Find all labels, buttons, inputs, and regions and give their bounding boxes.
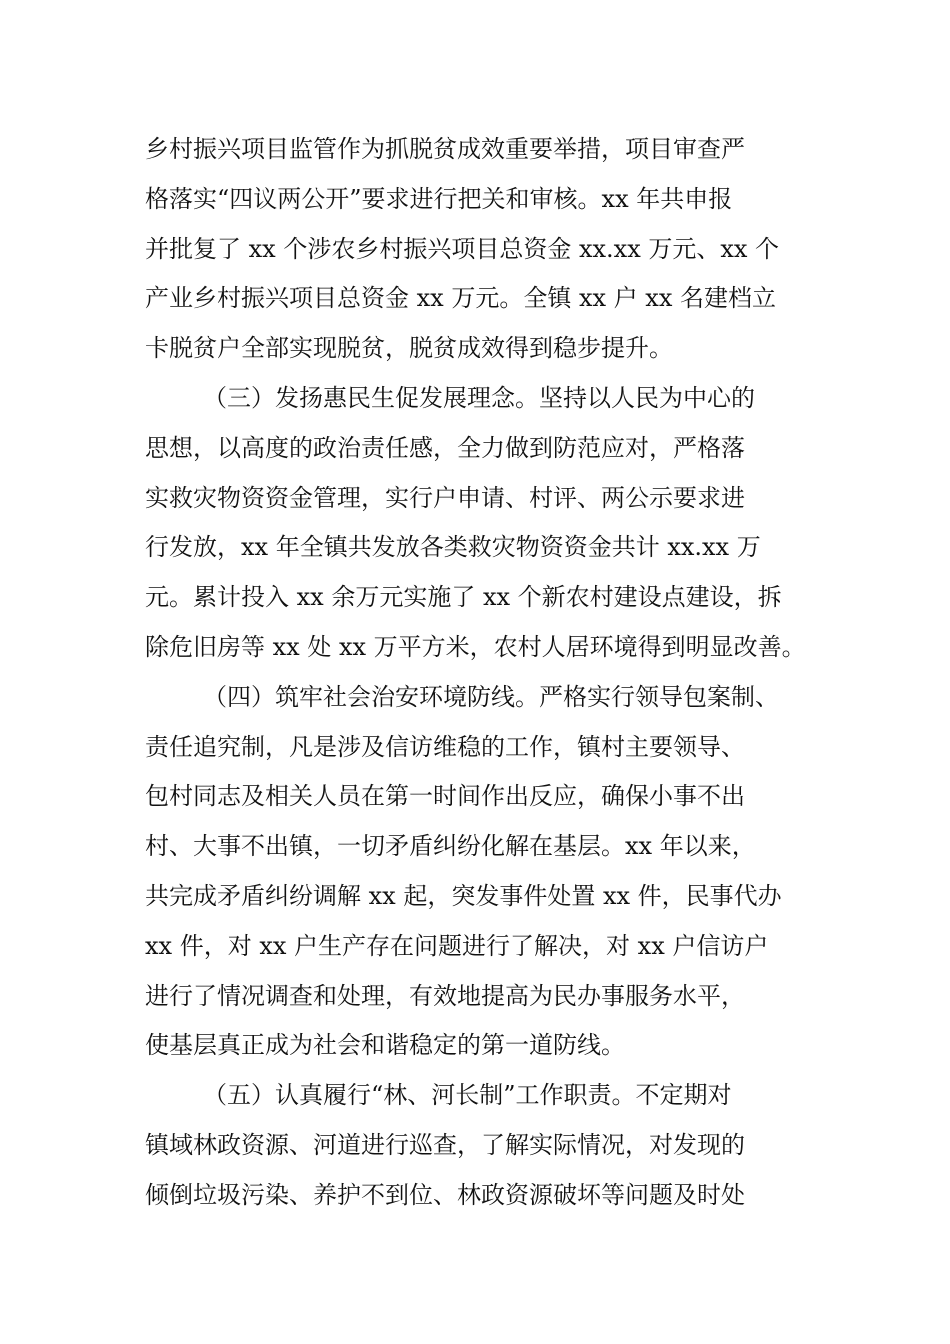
text-line: 并批复了 xx 个涉农乡村振兴项目总资金 xx.xx 万元、xx 个 xyxy=(145,234,780,263)
text-line: 村、大事不出镇，一切矛盾纠纷化解在基层。xx 年以来， xyxy=(145,832,756,861)
section-heading-4: （四）筑牢社会治安环境防线。严格实行领导包案制、 xyxy=(203,682,779,711)
text-line: 元。累计投入 xx 余万元实施了 xx 个新农村建设点建设，拆 xyxy=(145,583,782,612)
section-heading-3: （三）发扬惠民生促发展理念。坚持以人民为中心的 xyxy=(203,383,755,412)
text-line: 产业乡村振兴项目总资金 xx 万元。全镇 xx 户 xx 名建档立 xyxy=(145,284,776,313)
section-heading-5: （五）认真履行“林、河长制”工作职责。不定期对 xyxy=(203,1081,732,1110)
text-line: 共完成矛盾纠纷调解 xx 起，突发事件处置 xx 件，民事代办 xyxy=(145,881,782,910)
text-line: 使基层真正成为社会和谐稳定的第一道防线。 xyxy=(145,1031,625,1060)
body-text xyxy=(145,125,825,1221)
text-line: 责任追究制，凡是涉及信访维稳的工作，镇村主要领导、 xyxy=(145,732,745,761)
text-line: xx 件，对 xx 户生产存在问题进行了解决，对 xx 户信访户 xyxy=(145,931,769,960)
text-line: 实救灾物资资金管理，实行户申请、村评、两公示要求进 xyxy=(145,483,745,512)
text-line: 镇域林政资源、河道进行巡查，了解实际情况，对发现的 xyxy=(145,1130,745,1159)
text-line: 除危旧房等 xx 处 xx 万平方米，农村人居环境得到明显改善。 xyxy=(145,632,806,661)
text-line: 思想，以高度的政治责任感，全力做到防范应对，严格落 xyxy=(145,433,745,462)
text-line: 倾倒垃圾污染、养护不到位、林政资源破坏等问题及时处 xyxy=(145,1180,745,1209)
text-line: 格落实“四议两公开”要求进行把关和审核。xx 年共申报 xyxy=(145,184,733,213)
text-line: 乡村振兴项目监管作为抓脱贫成效重要举措，项目审查严 xyxy=(145,135,745,163)
text-line: 进行了情况调查和处理，有效地提高为民办事服务水平， xyxy=(145,981,745,1010)
text-line: 行发放，xx 年全镇共发放各类救灾物资资金共计 xx.xx 万 xyxy=(145,533,761,562)
text-line: 包村同志及相关人员在第一时间作出反应，确保小事不出 xyxy=(145,782,745,811)
text-line: 卡脱贫户全部实现脱贫，脱贫成效得到稳步提升。 xyxy=(145,334,673,363)
